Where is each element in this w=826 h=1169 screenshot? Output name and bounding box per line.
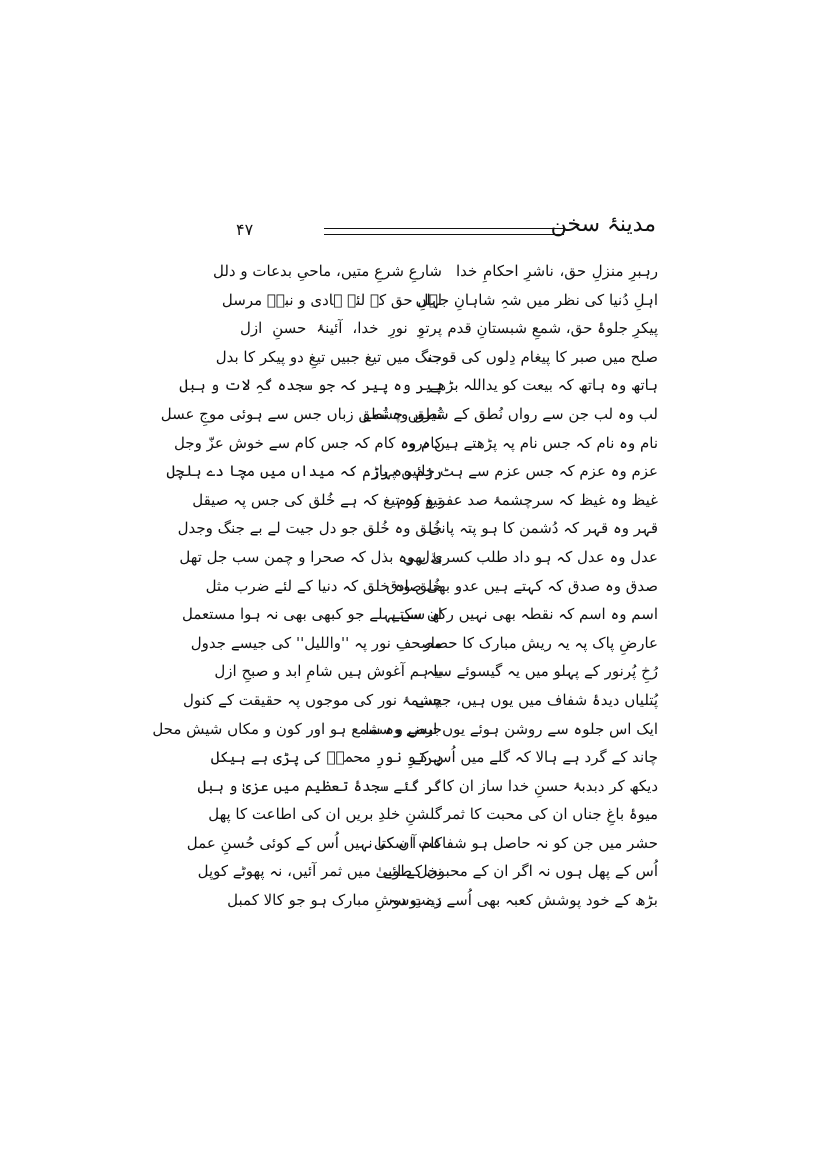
verse-line: نخل طوبیٰ میں ثمر آئیں، نہ پھوٹے کوپل — [197, 862, 442, 881]
verse-line: اہلِ حق کے لئے ہادی و نبیؐ مرسل — [221, 290, 442, 309]
verse-line: مصحفِ نور پہ ''واللیل'' کی جیسے جدول — [190, 633, 442, 652]
verse-line: چشمۂ نور کی موجوں پہ حقیقت کے کنول — [182, 690, 442, 709]
verse-line: جنگ میں تیغ جبیں تیغِ دو پیکر کا بدل — [215, 347, 442, 366]
verse-line: پیر وہ پیر کہ جو سجدہ گہِ لات و ہبل — [179, 376, 442, 395]
verse-line: جیسے وہ شمع ہو اور کون و مکاں شیش محل — [152, 719, 442, 738]
poem-column-left — [152, 257, 442, 915]
verse-line: عدل وہ عدل کہ ہو داد طلب کسریٰ بھی — [402, 547, 658, 566]
verse-line: زینتِ دوشِ مبارک ہو جو کالا کمبل — [227, 891, 442, 910]
verse-line: گر گئے سجدۂ تعظیم میں عزیٰ و ہبل — [197, 776, 442, 795]
verse-line: صدق وہ صدق کہ کہتے ہیں عدو بھی صادق — [386, 576, 658, 595]
verse-line: اُس کے پھل ہوں نہ اگر ان کے محبوں کے لئے — [383, 862, 658, 881]
verse-line: گلشنِ خلدِ بریں ان کی اطاعت کا پھل — [208, 805, 442, 824]
verse-line: عزم وہ عزم کہ جس عزم سے ہٹ جائیں پہاڑ — [371, 462, 658, 481]
verse-line: پُتلیاں دیدۂ شفاف میں یوں ہیں، جیسے — [415, 690, 658, 709]
running-title: مدینۂ سخن — [550, 212, 656, 237]
header-rule-bottom — [324, 234, 564, 235]
verse-line: پیکرِ جلوۂ حق، شمعِ شبستانِ قدم — [447, 319, 658, 338]
page-header — [236, 212, 656, 246]
verse-line: قہر وہ قہر کہ دُشمن کا ہو پتہ پانی — [428, 519, 658, 538]
verse-line: رُخِ پُرنور کے پہلو میں یہ گیسوئے سیہ — [425, 662, 658, 681]
verse-line: کام آ سکتا نہیں اُس کے کوئی حُسنِ عمل — [186, 833, 442, 852]
verse-line: صلح میں صبر کا پیغام دِلوں کی قوت — [427, 347, 658, 366]
verse-line: شارعِ شرعِ متیں، ماحیِ بدعات و دلل — [212, 262, 442, 280]
verse-line: لب وہ لب جن سے رواں نُطق کے شیریں چشمے — [362, 404, 658, 423]
verse-line: دیکھ کر دبدبۂ حسنِ خدا ساز ان کا — [442, 776, 658, 795]
verse-line: چاند کے گرد ہے ہالا کہ گلے میں اُس کے — [412, 748, 658, 767]
verse-line: ہاتھ وہ ہاتھ کہ بیعت کو یداللہ بڑھے — [429, 376, 658, 395]
verse-line: کام وہ کام کہ جس کام سے خوش عزّ وجل — [173, 433, 442, 452]
verse-line: نام وہ نام کہ جس نام پہ پڑھتے ہیں درود — [401, 433, 658, 452]
page-number: ۴۷ — [236, 220, 254, 239]
verse-line: بڑھ کے خود پوشش کعبہ بھی اُسے دے بوسہ — [388, 891, 658, 910]
verse-line: رزم وہ رزم کہ میداں میں مچا دے ہلچل — [166, 462, 442, 481]
verse-line: نُطق وہ نُطق زباں جس سے ہوئی موجِ عسل — [160, 404, 442, 423]
verse-line: خُلق وہ خلق کہ دنیا کے لئے ضرب مثل — [205, 576, 442, 595]
verse-line: اہلِ دُنیا کی نظر میں شہِ شاہانِ جہاں — [415, 290, 658, 309]
verse-line: تیغ وہ تیغ کہ ہے خُلق کی جس پہ صیقل — [192, 490, 442, 509]
verse-line: میوۂ باغِ جناں ان کی محبت کا ثمر — [443, 805, 658, 824]
verse-line: بذل وہ بذل کہ صحرا و چمن سب جل تھل — [179, 547, 442, 566]
verse-line: اسم وہ اسم کہ نقطہ بھی نہیں رکھ سکتے — [391, 605, 658, 624]
verse-line: یا ہم آغوش ہیں شامِ ابد و صبحِ ازل — [214, 662, 442, 681]
verse-line: رہبرِ منزلِ حق، ناشرِ احکامِ خدا — [456, 262, 658, 280]
verse-line: پرتوِ نورِ محمدؐ کی پڑی ہے ہیکل — [210, 748, 442, 767]
poem-column-right — [362, 257, 658, 915]
verse-line: حشر میں جن کو نہ حاصل ہو شفاعت ان کی — [373, 833, 658, 852]
header-rule-top — [324, 228, 564, 229]
verse-line: ایک اس جلوہ سے روشن ہوئے یوں ارض و سما — [365, 719, 658, 738]
verse-line: غیظ وہ غیظ کہ سرچشمۂ صد عفو و کرم — [396, 490, 658, 509]
verse-line: ان سے پہلے جو کبھی بھی نہ ہوا مستعمل — [182, 605, 442, 624]
verse-line: عارضِ پاک پہ یہ ریش مبارک کا حصار — [423, 633, 658, 652]
verse-line: خُلق وہ خُلق جو دل جیت لے بے جنگ وجدل — [177, 519, 442, 538]
verse-line: پرتوِ نورِ خدا، آئینۂ حسنِ ازل — [240, 319, 442, 338]
